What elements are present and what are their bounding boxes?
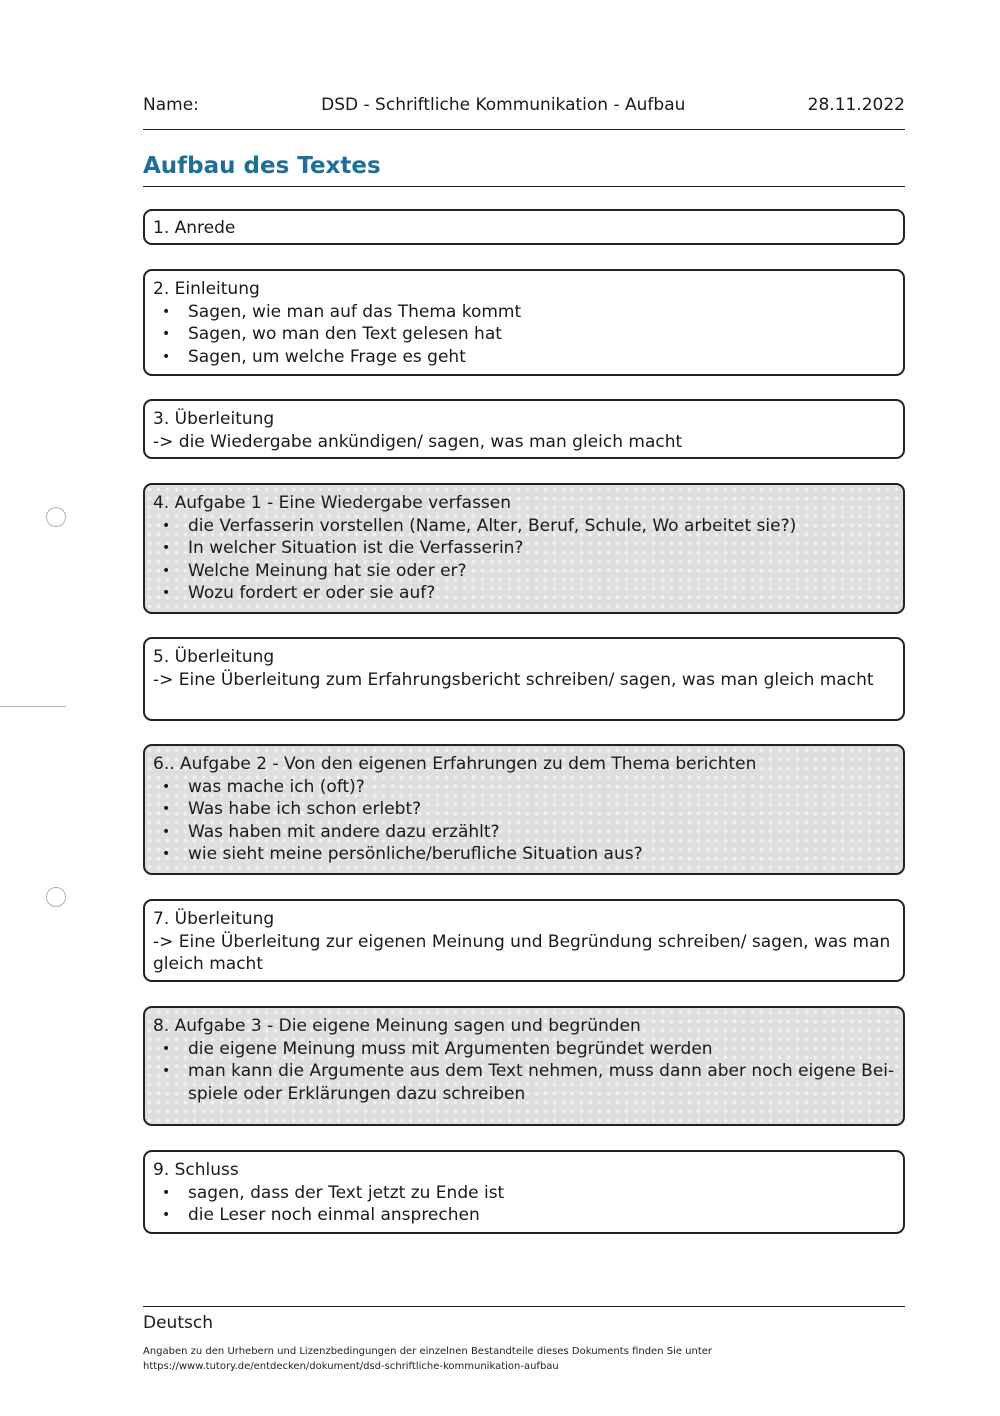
list-item: • Sagen, wo man den Text gelesen hat [162, 324, 502, 345]
bullet-icon: • [162, 348, 171, 365]
bullet-icon: • [162, 823, 171, 840]
section-title: 5. Überleitung [153, 647, 275, 667]
section-ueberleitung-1 [143, 399, 905, 459]
bullet-icon: • [162, 846, 171, 863]
page-title: Aufbau des Textes [143, 151, 905, 187]
name-label: Name: [143, 95, 199, 115]
section-aufgabe-1 [143, 483, 905, 614]
section-anrede [143, 209, 905, 245]
license-text: Angaben zu den Urhebern und Lizenzbedingungen der einzelnen Bestandteile dieses Dokuments finden Sie unter [143, 1346, 713, 1357]
section-aufgabe-2 [143, 744, 905, 875]
list-item: • die Leser noch einmal ansprechen [162, 1205, 480, 1226]
list-item: • Sagen, um welche Frage es geht [162, 346, 466, 367]
section-title: 9. Schluss [153, 1160, 239, 1180]
bullet-list [153, 1182, 895, 1227]
section-einleitung [143, 269, 905, 376]
section-title: 3. Überleitung [153, 409, 275, 429]
bullet-icon: • [162, 1184, 171, 1201]
section-title: 1. Anrede [153, 218, 236, 238]
bullet-icon: • [162, 1207, 171, 1224]
document-title: DSD - Schriftliche Kommunikation - Aufbau [321, 95, 686, 115]
section-title: 2. Einleitung [153, 279, 260, 299]
bullet-list [153, 301, 895, 369]
document-date: 28.11.2022 [807, 95, 905, 115]
bullet-icon: • [162, 562, 171, 579]
section-title: 4. Aufgabe 1 - Eine Wiedergabe verfassen [153, 493, 512, 513]
section-schluss [143, 1150, 905, 1234]
section-ueberleitung-3 [143, 899, 905, 982]
bullet-icon: • [162, 801, 171, 818]
list-item: • sagen, dass der Text jetzt zu Ende ist [162, 1182, 505, 1203]
section-text: -> Eine Überleitung zur eigenen Meinung und Begründung schreiben/ sagen, was man gleich macht [153, 931, 891, 975]
section-title: 8. Aufgabe 3 - Die eigene Meinung sagen und begründen [153, 1016, 641, 1036]
punch-hole-mark-bottom [46, 887, 66, 907]
bullet-icon: • [162, 540, 171, 557]
section-text: -> die Wiedergabe ankündigen/ sagen, was man gleich macht [153, 431, 683, 452]
section-text: -> Eine Überleitung zum Erfahrungsbericht schreiben/ sagen, was man gleich macht [153, 669, 874, 690]
bullet-list [153, 776, 895, 866]
bullet-list [153, 515, 895, 605]
list-item: • Wozu fordert er oder sie auf? [162, 583, 436, 604]
bullet-icon: • [162, 303, 171, 320]
list-item: • Welche Meinung hat sie oder er? [162, 560, 467, 581]
list-item: • Was habe ich schon erlebt? [162, 799, 422, 820]
list-item: • was mache ich (oft)? [162, 776, 365, 797]
bullet-icon: • [162, 1063, 171, 1080]
list-item: • Was haben mit andere dazu erzählt? [162, 821, 500, 842]
footer-license-note [143, 1344, 905, 1374]
footer-divider [143, 1306, 905, 1307]
fold-mark [0, 706, 66, 707]
section-ueberleitung-2 [143, 637, 905, 721]
page-header [143, 95, 905, 130]
list-item: • die eigene Meinung muss mit Argumenten begründet werden [162, 1038, 713, 1059]
list-item: • die Verfasserin vorstellen (Name, Alter, Beruf, Schule, Wo arbeitet sie?) [162, 515, 797, 536]
footer-subject: Deutsch [143, 1313, 213, 1333]
section-title: 6.. Aufgabe 2 - Von den eigenen Erfahrungen zu dem Thema berichten [153, 754, 757, 774]
bullet-icon: • [162, 1040, 171, 1057]
section-aufgabe-3 [143, 1006, 905, 1126]
section-title: 7. Überleitung [153, 909, 275, 929]
list-item: • wie sieht meine persönliche/berufliche Situation aus? [162, 844, 643, 865]
bullet-icon: • [162, 585, 171, 602]
bullet-list [153, 1038, 895, 1106]
list-item: • man kann die Argumente aus dem Text nehmen, muss dann aber noch eigene Bei-spiele oder Erklärungen dazu schreiben [162, 1061, 895, 1104]
bullet-icon: • [162, 517, 171, 534]
list-item: • Sagen, wie man auf das Thema kommt [162, 301, 522, 322]
bullet-icon: • [162, 326, 171, 343]
list-item: • In welcher Situation ist die Verfasserin? [162, 538, 524, 559]
license-url[interactable]: https://www.tutory.de/entdecken/dokument/dsd-schriftliche-kommunikation-aufbau [143, 1361, 559, 1372]
bullet-icon: • [162, 778, 171, 795]
punch-hole-mark-top [46, 507, 66, 527]
